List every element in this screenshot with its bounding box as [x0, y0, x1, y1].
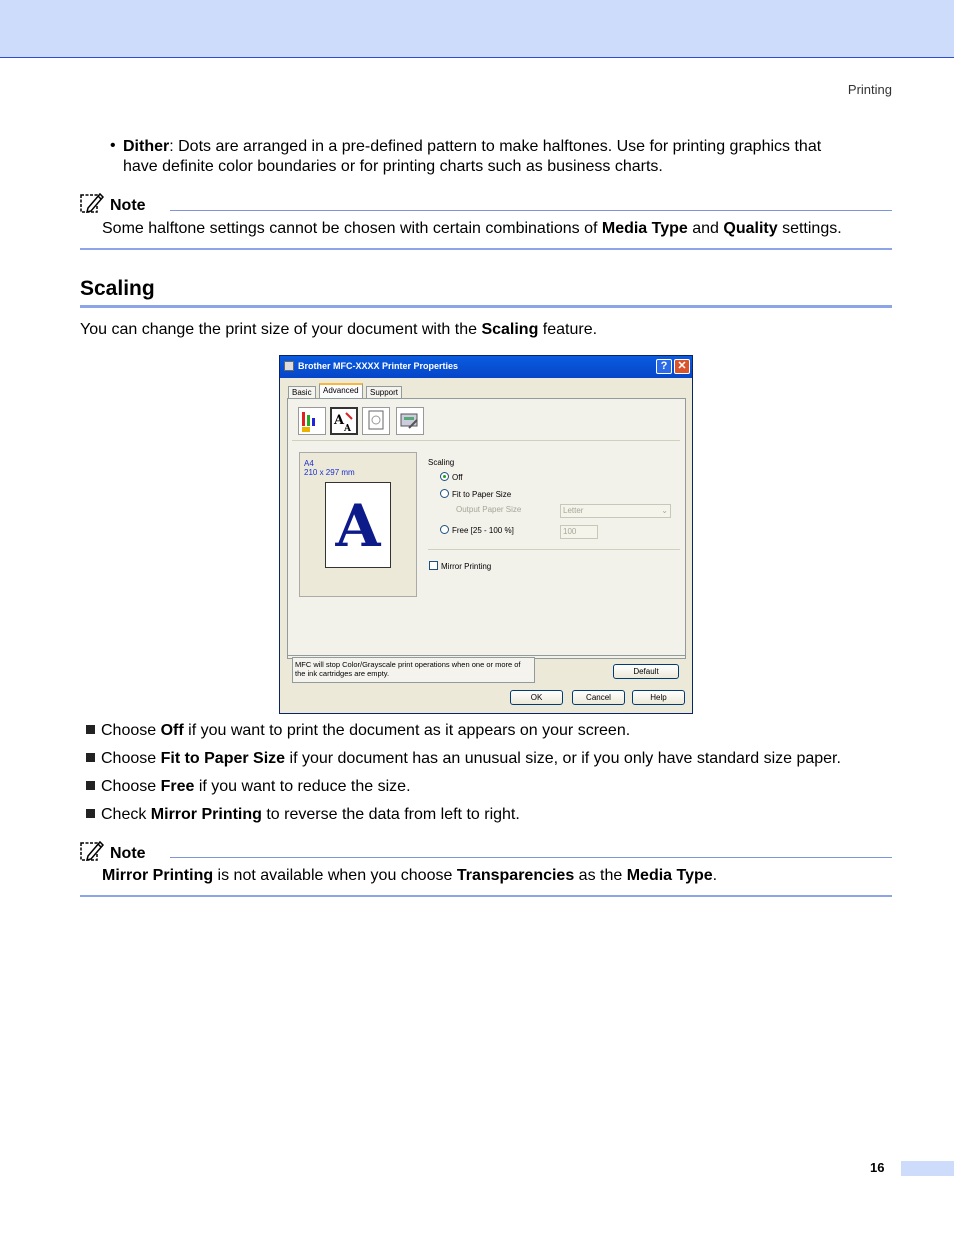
tab-advanced[interactable]: Advanced: [319, 383, 363, 399]
square-bullet-icon: [86, 809, 95, 818]
free-percent-spinner[interactable]: [560, 525, 598, 539]
bullet-post: if you want to print the document as it appears on your screen.: [183, 722, 631, 739]
note-label: Note: [110, 197, 146, 214]
note1-text-b: and: [687, 220, 724, 237]
cancel-button[interactable]: Cancel: [572, 690, 625, 705]
status-message: MFC will stop Color/Grayscale print operations when one or more of the ink cartridges are empty.: [292, 657, 535, 683]
toolbar-separator: [292, 440, 680, 441]
note2-text-a: is not available when you choose: [213, 867, 457, 884]
header-band: [0, 0, 954, 58]
bullet-pre: Check: [101, 806, 151, 823]
square-bullet-icon: [86, 725, 95, 734]
mirror-printing-checkbox[interactable]: [429, 561, 438, 570]
note-bottom-rule: [80, 248, 892, 250]
bottom-separator: [288, 655, 685, 656]
note2-bold-a: Mirror Printing: [102, 867, 214, 884]
square-bullet-icon: [86, 753, 95, 762]
bullet-pre: Choose: [101, 778, 161, 795]
note1-text-c: settings.: [777, 220, 842, 237]
advanced-panel: [287, 398, 686, 678]
mirror-printing-label: Mirror Printing: [441, 562, 492, 571]
list-item: [86, 777, 896, 797]
radio-fit-label: Fit to Paper Size: [452, 490, 512, 499]
note-rule: [170, 210, 892, 211]
dialog-titlebar: [280, 356, 692, 378]
svg-text:A: A: [334, 413, 345, 428]
list-item: [86, 749, 896, 769]
scaling-tool-icon[interactable]: [330, 407, 358, 435]
preview-dims: 210 x 297 mm: [304, 468, 355, 477]
bullet-bold: Mirror Printing: [150, 806, 262, 823]
output-size-label: Output Paper Size: [456, 505, 522, 514]
preview-page: [325, 482, 391, 568]
radio-off-label: Off: [452, 473, 463, 482]
bullet-post: to reverse the data from left to right.: [261, 806, 520, 823]
scaling-separator: [428, 549, 680, 550]
bullet-pre: Choose: [101, 750, 161, 767]
section-intro: [80, 320, 892, 340]
intro-bold: Scaling: [481, 321, 539, 338]
chevron-down-icon: ⌄: [661, 506, 668, 515]
printer-properties-dialog: [279, 355, 693, 714]
help-button[interactable]: Help: [632, 690, 685, 705]
color-settings-icon[interactable]: [298, 407, 326, 435]
tab-support[interactable]: Support: [366, 386, 402, 399]
page-number: 16: [870, 1160, 885, 1175]
radio-fit-to-paper[interactable]: [440, 489, 449, 498]
dialog-title: Brother MFC-XXXX Printer Properties: [298, 361, 459, 371]
preview-letter: A: [335, 492, 381, 560]
dither-term: Dither: [123, 138, 170, 155]
note1-text: [102, 219, 897, 239]
free-percent-value: 100: [563, 527, 577, 536]
square-bullet-icon: [86, 781, 95, 790]
note2-bold-b: Transparencies: [456, 867, 575, 884]
device-options-icon[interactable]: [396, 407, 424, 435]
preview-size: A4: [304, 459, 314, 468]
section-heading: Scaling: [80, 277, 155, 300]
dither-text: : Dots are arranged in a pre-defined pattern to make halftones. Use for printing graphics that: [169, 138, 822, 155]
bullet-post: if your document has an unusual size, or if you only have standard size paper.: [285, 750, 841, 767]
output-size-value: Letter: [563, 506, 584, 515]
note2-bold-c: Media Type: [626, 867, 713, 884]
note1-bold-a: Media Type: [601, 220, 688, 237]
note-pencil-icon: [80, 192, 104, 214]
tab-basic[interactable]: Basic: [288, 386, 316, 399]
bullet-bold: Fit to Paper Size: [160, 750, 286, 767]
help-title-button[interactable]: ?: [656, 359, 672, 374]
note1-text-a: Some halftone settings cannot be chosen with certain combinations of: [102, 220, 602, 237]
intro-text-b: feature.: [538, 321, 598, 338]
page-preview: [299, 452, 417, 597]
intro-text-a: You can change the print size of your document with the: [80, 321, 482, 338]
page-tab: [901, 1161, 954, 1176]
printer-icon: [284, 361, 294, 371]
watermark-tool-icon[interactable]: [362, 407, 390, 435]
radio-free-label: Free [25 - 100 %]: [452, 526, 514, 535]
bullet-pre: Choose: [101, 722, 161, 739]
dither-line2: have definite color boundaries or for printing charts such as business charts.: [123, 158, 663, 175]
dither-line1: [123, 137, 893, 157]
bullet-dot: •: [110, 137, 116, 154]
note-bottom-rule: [80, 895, 892, 897]
note-label: Note: [110, 845, 146, 862]
note2-text: [102, 866, 892, 886]
bullet-bold: Free: [160, 778, 195, 795]
ok-button[interactable]: OK: [510, 690, 563, 705]
note2-text-b: as the: [574, 867, 627, 884]
radio-off[interactable]: [440, 472, 449, 481]
heading-rule: [80, 305, 892, 308]
list-item: [86, 805, 896, 825]
bullet-post: if you want to reduce the size.: [194, 778, 411, 795]
bullet-bold: Off: [160, 722, 184, 739]
close-title-button[interactable]: ✕: [674, 359, 690, 374]
scaling-group-label: Scaling: [428, 458, 455, 467]
list-item: [86, 721, 896, 741]
default-button[interactable]: Default: [613, 664, 679, 679]
note1-bold-b: Quality: [723, 220, 778, 237]
output-size-select[interactable]: [560, 504, 671, 518]
radio-free[interactable]: [440, 525, 449, 534]
note-rule: [170, 857, 892, 858]
svg-text:A: A: [344, 424, 351, 433]
note2-text-c: .: [712, 867, 718, 884]
note-pencil-icon: [80, 840, 104, 862]
running-header: Printing: [847, 82, 892, 97]
